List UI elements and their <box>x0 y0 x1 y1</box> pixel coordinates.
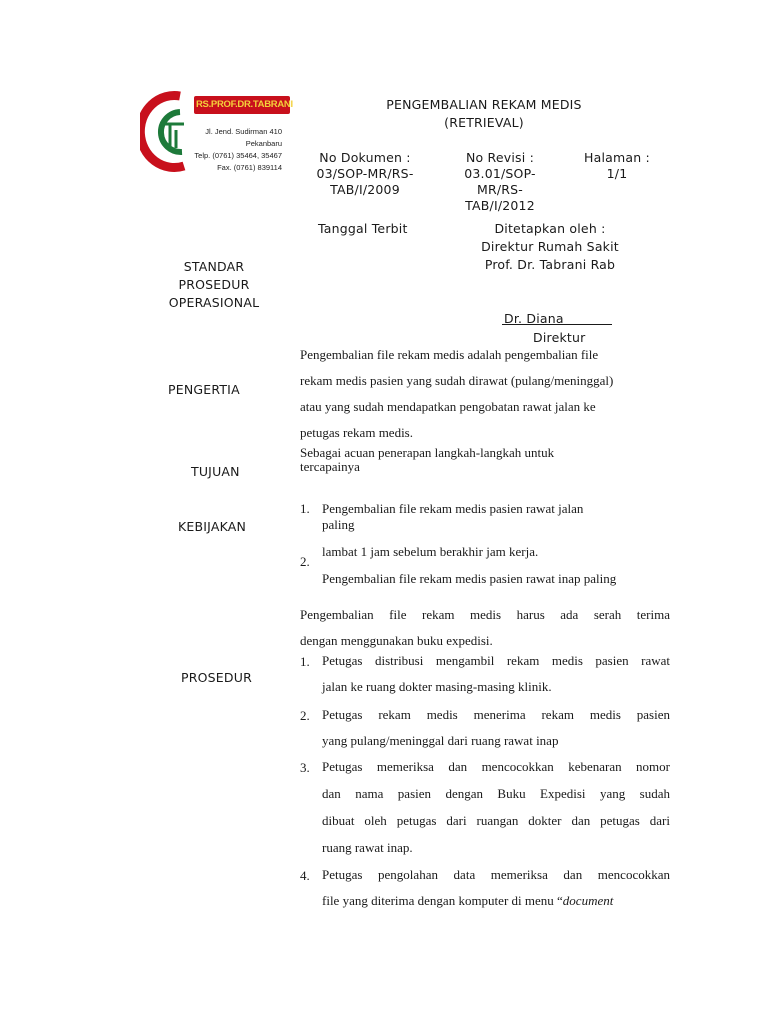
prosedur-step-4-cont-text: file yang diterima dengan komputer di menu “ <box>322 893 563 908</box>
tujuan-text-cont: tercapainya <box>300 459 360 474</box>
page-value: 1/1 <box>606 166 628 181</box>
document-title: PENGEMBALIAN REKAM MEDIS <box>386 97 582 112</box>
kebijakan-number-2: 2. <box>300 554 310 569</box>
prosedur-step-1-cont: jalan ke ruang dokter masing-masing klinik. <box>322 679 552 694</box>
tujuan-text: Sebagai acuan penerapan langkah-langkah untuk <box>300 445 555 460</box>
kebijakan-number-1: 1. <box>300 501 310 516</box>
approved-by-label: Ditetapkan oleh : <box>494 221 606 236</box>
prosedur-number-2: 2. <box>300 708 310 723</box>
hospital-logo <box>140 90 293 180</box>
revision-value-cont2: TAB/I/2012 <box>465 198 535 213</box>
pengertian-text: Pengembalian file rekam medis adalah pengembalian file <box>300 347 599 362</box>
prosedur-intro: Pengembalian file rekam medis harus ada serah terima <box>300 607 670 622</box>
prosedur-step-4-italic: document <box>562 893 614 908</box>
sop-label: STANDAR <box>183 259 245 274</box>
signer-title: Direktur <box>533 330 586 345</box>
prosedur-step-2-cont: yang pulang/meninggal dari ruang rawat inap <box>322 733 559 748</box>
prosedur-step-1: Petugas distribusi mengambil rekam medis pasien rawat <box>322 653 670 668</box>
prosedur-step-2: Petugas rekam medis menerima rekam medis pasien <box>322 707 670 722</box>
kebijakan-item-1-cont: paling <box>322 517 355 532</box>
approved-by-title: Direktur Rumah Sakit <box>481 239 619 254</box>
section-label-kebijakan: KEBIJAKAN <box>178 519 247 534</box>
prosedur-step-4: Petugas pengolahan data memeriksa dan mencocokkan <box>322 867 670 882</box>
section-label-pengertian: PENGERTIA <box>168 382 240 397</box>
prosedur-number-3: 3. <box>300 760 310 775</box>
issued-date-label: Tanggal Terbit <box>318 221 408 236</box>
prosedur-step-3-cont: dan nama pasien dengan Buku Expedisi yang sudah <box>322 786 670 801</box>
sop-label-cont: PROSEDUR <box>178 277 250 292</box>
prosedur-intro-cont: dengan menggunakan buku expedisi. <box>300 633 493 648</box>
prosedur-step-4-cont <box>322 888 670 914</box>
prosedur-number-1: 1. <box>300 654 310 669</box>
page-label: Halaman : <box>584 150 650 165</box>
revision-value: 03.01/SOP- <box>464 166 536 181</box>
kebijakan-item-1-cont2: lambat 1 jam sebelum berakhir jam kerja. <box>322 544 539 559</box>
revision-value-cont: MR/RS- <box>476 182 523 197</box>
prosedur-number-4: 4. <box>300 868 310 883</box>
doc-number-label: No Dokumen : <box>319 150 411 165</box>
pengertian-text-cont: rekam medis pasien yang sudah dirawat (pulang/meninggal) <box>300 373 614 388</box>
section-label-tujuan: TUJUAN <box>191 464 240 479</box>
prosedur-step-3-cont2: dibuat oleh petugas dari ruangan dokter dan petugas dari <box>322 813 670 828</box>
prosedur-step-3-cont3: ruang rawat inap. <box>322 840 413 855</box>
logo-address-line: Jl. Jend. Sudirman 410 Pekanbaru <box>205 127 282 148</box>
approved-by-name: Prof. Dr. Tabrani Rab <box>484 257 616 272</box>
doc-number-value: 03/SOP-MR/RS- <box>316 166 414 181</box>
logo-name: RS.PROF.DR.TABRANI <box>196 99 293 110</box>
logo-fax-line: Fax. (0761) 839114 <box>217 163 282 172</box>
revision-label: No Revisi : <box>465 150 535 165</box>
pengertian-text-cont2: atau yang sudah mendapatkan pengobatan rawat jalan ke <box>300 399 596 414</box>
section-label-prosedur: PROSEDUR <box>181 670 252 685</box>
document-subtitle: (RETRIEVAL) <box>444 115 524 130</box>
pengertian-text-cont3: petugas rekam medis. <box>300 425 413 440</box>
doc-number-value-cont: TAB/I/2009 <box>330 182 400 197</box>
logo-phone-line: Telp. (0761) 35464, 35467 <box>194 151 282 160</box>
kebijakan-item-1: Pengembalian file rekam medis pasien rawat jalan <box>322 501 584 516</box>
signer-name: Dr. Diana <box>504 311 564 326</box>
sop-label-cont2: OPERASIONAL <box>168 295 260 310</box>
signature-line <box>502 324 612 325</box>
prosedur-step-3: Petugas memeriksa dan mencocokkan kebenaran nomor <box>322 759 670 774</box>
kebijakan-item-2: Pengembalian file rekam medis pasien rawat inap paling <box>322 571 617 586</box>
